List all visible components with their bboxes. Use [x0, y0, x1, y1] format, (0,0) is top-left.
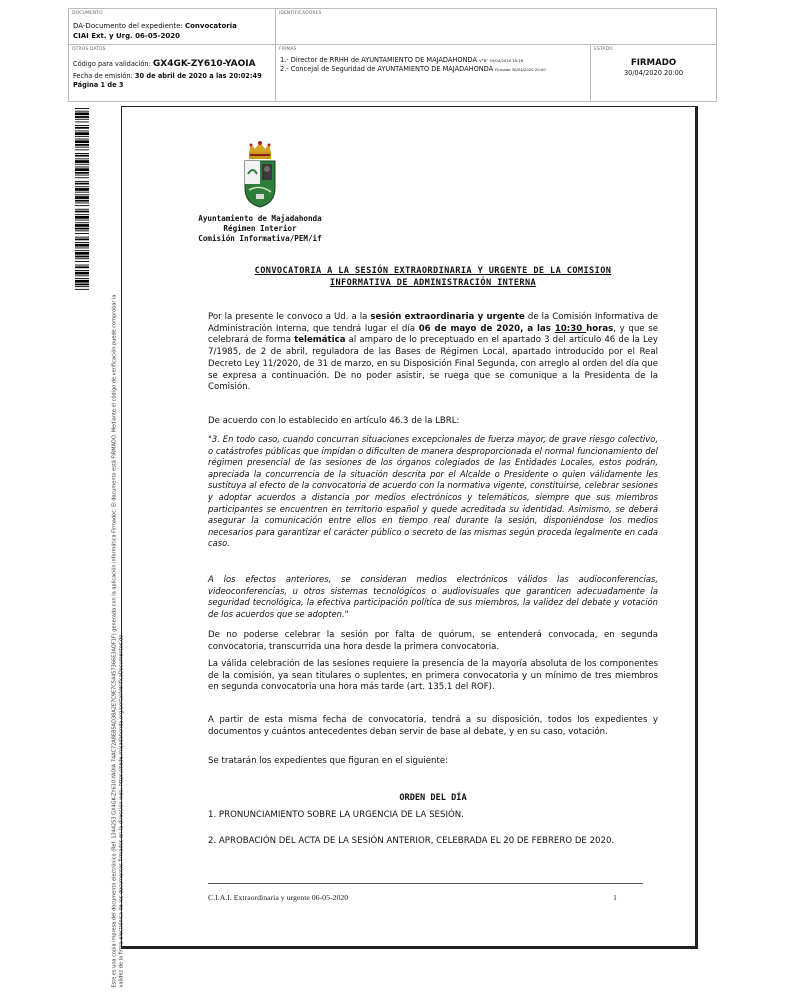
barcode-bar	[75, 196, 89, 199]
barcode-bar	[75, 261, 89, 262]
barcode-bar	[75, 144, 89, 146]
org-name: Ayuntamiento de Majadahonda	[198, 214, 322, 223]
barcode-bar	[75, 116, 89, 118]
paragraph-lbrl: De acuerdo con lo establecido en artículo 46.3 de la LBRL:	[208, 416, 460, 426]
barcode-bar	[75, 181, 89, 182]
barcode-bar	[75, 164, 89, 165]
barcode-bar	[75, 147, 89, 148]
document-title: CONVOCATORIA A LA SESIÓN EXTRAORDINARIA Y URGENTE DE LA COMISION INFORMATIVA DE ADMINISTRACIÓN INTERNA	[254, 266, 612, 288]
barcode-bar	[75, 113, 89, 116]
pagina-indicator: Página 1 de 3	[73, 81, 124, 89]
identificadores-cell	[276, 9, 716, 45]
barcode-bar	[75, 122, 89, 123]
barcode-bar	[75, 286, 89, 287]
paragraph-mayoria: La válida celebración de las sesiones requiere la presencia de la mayoría absoluta de los componentes de la comisión, ya sean titulares o suplentes, en primera convocatoria y un mínimo de tres miembros en segunda convocatoria una hora más tarde (art. 135.1 del ROF).	[208, 659, 658, 693]
paragraph-disposicion: A partir de esta misma fecha de convocatoria, tendrá a su disposición, todos los expedientes y documentos y cuántos antecedentes deban servir de base al debate, y en su caso, votación.	[208, 715, 658, 737]
document-header	[68, 8, 717, 102]
documento-label: DOCUMENTO	[72, 11, 103, 16]
org-department: Régimen Interior	[223, 224, 297, 233]
firmas-label: FIRMAS	[279, 47, 297, 52]
barcode-bar	[75, 108, 89, 109]
documento-cell	[69, 9, 276, 45]
barcode-bar	[75, 149, 89, 150]
barcode-bar	[75, 211, 89, 213]
barcode-bar	[75, 216, 89, 219]
barcode-bar	[75, 265, 89, 266]
barcode-bar	[75, 222, 89, 223]
barcode-bar	[75, 289, 89, 290]
barcode-bar	[75, 205, 89, 206]
barcode-bar	[75, 275, 89, 276]
barcode-bar	[75, 266, 89, 268]
barcode-bar	[75, 258, 89, 259]
codigo-validacion: Código para validación: GX4GK-ZY610-YAOIA	[73, 59, 256, 69]
barcode-bar	[75, 183, 89, 185]
fecha-emision: Fecha de emisión: 30 de abril de 2020 a las 20:02:49	[73, 72, 262, 80]
barcode-bar	[75, 172, 89, 174]
otros-datos-cell	[69, 45, 276, 101]
barcode-bar	[75, 239, 89, 241]
org-reference: Comisión Informativa/PEM/if	[198, 234, 322, 243]
barcode-bar	[75, 250, 89, 251]
barcode-bar	[75, 233, 89, 234]
firma-1: 1.- Director de RRHH de AYUNTAMIENTO DE MAJADAHONDA V°B° 30/04/2020 19:16	[280, 56, 524, 64]
paragraph-convocatoria: Por la presente le convoco a Ud. a la sesión extraordinaria y urgente de la Comisión Informativa de Administración Interna, que tendrá lugar el día 06 de mayo de 2020, a las 10:30 horas, y que se celebrará de forma telemática al amparo de lo preceptuado en el apartado 3 del artículo 46 de la Ley 7/1985, de 2 de abril, reguladora de las Bases de Régimen Local, apartado introducido por el Real Decreto Ley 11/2020, de 31 de marzo, en su Disposición Final Segunda, con arreglo al orden del día que se expresa a continuación. De no poder asistir, se ruega que se comunique a la Presidenta de la Comisión.	[208, 312, 659, 393]
barcode-bar	[75, 140, 89, 143]
quote-article-2: A los efectos anteriores, se consideran medios electrónicos válidos las audioconferencias, videoconferencias, u otros sistemas tecnológicos o audiovisuales que garanticen adecuadamente la seguridad tecnológica, la efectiva participación política de sus miembros, la validez del debate y votación de los acuerdos que se adopten."	[208, 574, 658, 619]
barcode-bar	[75, 224, 89, 227]
footer-divider	[208, 883, 643, 884]
barcode-bar	[75, 220, 89, 221]
barcode-bar	[75, 186, 89, 187]
coat-of-arms-icon	[239, 140, 281, 208]
barcode-bar	[75, 248, 89, 249]
barcode-bar	[75, 270, 89, 271]
barcode-bar	[75, 214, 89, 215]
barcode-bar	[75, 139, 89, 140]
barcode-bar	[75, 192, 89, 193]
barcode-bar	[75, 158, 89, 159]
paragraph-expedientes: Se tratarán los expedientes que figuran en el siguiente:	[208, 756, 449, 766]
paragraph-quorum: De no poderse celebrar la sesión por falta de quórum, se entenderá convocada, en segunda convocatoria, transcurrida una hora desde la primera convocatoria.	[208, 630, 658, 652]
barcode-bar	[75, 272, 89, 275]
barcode-bar	[75, 131, 89, 132]
barcode-bar	[75, 252, 89, 255]
barcode-bar	[75, 119, 89, 120]
otros-label: OTROS DATOS	[72, 47, 106, 52]
footer-page-number: 1	[613, 893, 617, 902]
barcode-bar	[75, 209, 89, 210]
barcode-bar	[75, 237, 89, 238]
verification-sidebar-text: Este es una copia impresa del documento electrónico (Ref: 1344253 GX4GK-ZY610-YAOIA 74AC72A8EB5AD38A2E7C9E7C54457366E3AQF1F) generada con la aplicación informática Firmadoc. El documento está FIRMADO. Mediante el código de verificación puede comprobar la validez de la firma electrónica de los documentos firmados en la dirección web: https://sede.majadahonda.org/portal/VerificaDocumentos.do	[111, 294, 124, 988]
barcode-bar	[75, 177, 89, 178]
firma-2: 2.- Concejal de Seguridad de AYUNTAMIENTO DE MAJADAHONDA Firmado 30/04/2020 20:00	[280, 65, 546, 73]
barcode-bar	[75, 132, 89, 135]
barcode-bar	[75, 167, 89, 168]
barcode-bar	[75, 256, 89, 258]
barcode-bar	[75, 230, 89, 231]
barcode-bar	[75, 155, 89, 157]
barcode-bar	[75, 242, 89, 243]
identificadores-label: IDENTIFICADORES	[279, 11, 322, 16]
orden-del-dia-title: ORDEN DEL DÍA	[399, 793, 467, 803]
organization-block	[184, 214, 336, 244]
estado-value: FIRMADO	[630, 58, 677, 68]
barcode-bar	[75, 203, 89, 204]
footer-text: C.I.A.I. Extraordinaria y urgente 06-05-2020	[208, 893, 349, 902]
estado-fecha: 30/04/2020 20:00	[623, 69, 684, 77]
barcode-bar	[75, 278, 89, 279]
barcode-bar	[75, 244, 89, 247]
barcode-bar	[75, 175, 89, 176]
barcode-bar	[75, 168, 89, 171]
documento-line1: DA-Documento del expediente: Convocatoria	[73, 22, 237, 30]
barcode-bar	[75, 125, 89, 126]
barcode-bar	[75, 280, 89, 283]
barcode-bar	[75, 153, 89, 154]
estado-label: ESTADO	[594, 47, 613, 52]
documento-line2: CIAI Ext. y Urg. 06-05-2020	[73, 32, 180, 40]
firmas-cell	[276, 45, 591, 101]
orden-item-1: 1. PRONUNCIAMIENTO SOBRE LA URGENCIA DE LA SESIÓN.	[208, 810, 464, 820]
barcode-bar	[75, 127, 89, 129]
barcode-bar	[75, 200, 89, 202]
orden-item-2: 2. APROBACIÓN DEL ACTA DE LA SESIÓN ANTERIOR, CELEBRADA EL 20 DE FEBRERO DE 2020.	[208, 836, 615, 846]
barcode-bar	[75, 188, 89, 191]
barcode-bar	[75, 228, 89, 230]
barcode-bar	[75, 111, 89, 112]
barcode	[75, 108, 89, 290]
barcode-bar	[75, 284, 89, 286]
estado-cell	[591, 45, 716, 101]
barcode-bar	[75, 160, 89, 163]
barcode-bar	[75, 136, 89, 137]
barcode-bar	[75, 194, 89, 195]
quote-article-1: "3. En todo caso, cuando concurran situaciones excepcionales de fuerza mayor, de grave riesgo colectivo, o catástrofes públicas que impidan o dificulten de manera desproporcionada el normal funcionamiento del régimen presencial de las sesiones de los órganos colegiados de las Entidades Locales, estos podrán, apreciada la concurrencia de la situación descrita por el Alcalde o Presidente o quien válidamente les sustituya al efecto de la convocatoria de acuerdo con la normativa vigente, constituirse, celebrar sesiones y adoptar acuerdos a distancia por medios electrónicos y telemáticos, siempre que sus miembros participantes se encuentren en territorio español y quede acreditada su identidad. Asimismo, se deberá asegurar la comunicación entre ellos en tiempo real durante la sesión, disponiéndose los medios necesarios para garantizar el carácter público o secreto de las mismas según proceda legalmente en cada caso.	[208, 434, 658, 549]
